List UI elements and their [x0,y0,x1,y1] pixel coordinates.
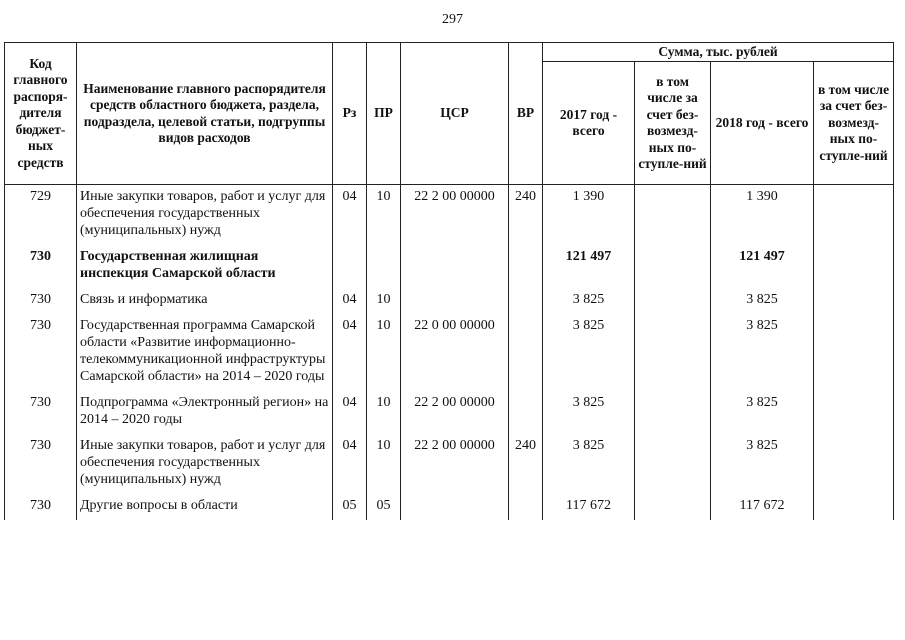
cell-name: Государственная жилищная инспекция Самарской области [77,245,333,288]
cell-2017-free [635,314,711,391]
table-body [5,185,894,521]
table-row [5,245,894,288]
cell-csr [401,494,509,520]
cell-code: 730 [5,288,77,314]
cell-csr: 22 0 00 00000 [401,314,509,391]
cell-vr [509,314,543,391]
cell-pr: 10 [367,185,401,246]
cell-name: Государственная программа Самарской области «Развитие информационно-телекоммуникационной инфраструктуры Самарской области» на 2014 – 2020 годы [77,314,333,391]
cell-pr: 05 [367,494,401,520]
cell-rz: 04 [333,434,367,494]
cell-pr: 10 [367,434,401,494]
cell-csr: 22 2 00 00000 [401,391,509,434]
cell-2017-total: 121 497 [543,245,635,288]
cell-rz: 05 [333,494,367,520]
cell-2017-free [635,245,711,288]
cell-2017-total: 1 390 [543,185,635,246]
cell-vr [509,494,543,520]
header-2017-total: 2017 год - всего [543,62,635,185]
cell-pr: 10 [367,314,401,391]
header-sum-group: Сумма, тыс. рублей [543,43,894,62]
cell-2018-total: 3 825 [711,288,814,314]
cell-2017-free [635,185,711,246]
cell-rz [333,245,367,288]
cell-code: 730 [5,391,77,434]
cell-2017-free [635,288,711,314]
table-row [5,288,894,314]
cell-rz: 04 [333,185,367,246]
cell-name: Подпрограмма «Электронный регион» на 2014 – 2020 годы [77,391,333,434]
cell-vr [509,288,543,314]
cell-pr: 10 [367,288,401,314]
cell-code: 730 [5,494,77,520]
cell-name: Иные закупки товаров, работ и услуг для обеспечения государственных (муниципальных) нужд [77,434,333,494]
header-code: Код главного распоря-дителя бюджет-ных средств [5,43,77,185]
cell-2017-free [635,434,711,494]
table-row [5,494,894,520]
header-2017-free: в том числе за счет без-возмезд-ных по-ступле-ний [635,62,711,185]
cell-rz: 04 [333,314,367,391]
table-header [5,43,894,185]
cell-name: Другие вопросы в области [77,494,333,520]
cell-vr: 240 [509,185,543,246]
cell-2018-total: 117 672 [711,494,814,520]
header-2018-free: в том числе за счет без-возмезд-ных по-ступле-ний [814,62,894,185]
cell-vr [509,245,543,288]
cell-2018-total: 1 390 [711,185,814,246]
cell-vr: 240 [509,434,543,494]
header-pr: ПР [367,43,401,185]
cell-2017-total: 3 825 [543,434,635,494]
table-row [5,391,894,434]
budget-table [4,42,894,520]
header-vr: ВР [509,43,543,185]
cell-code: 729 [5,185,77,246]
cell-2018-total: 121 497 [711,245,814,288]
cell-2018-total: 3 825 [711,434,814,494]
cell-csr [401,288,509,314]
table-row [5,314,894,391]
page-number: 297 [442,12,463,27]
table-row [5,434,894,494]
cell-rz: 04 [333,391,367,434]
cell-csr: 22 2 00 00000 [401,434,509,494]
cell-2018-free [814,391,894,434]
cell-2018-free [814,245,894,288]
cell-2018-free [814,494,894,520]
cell-vr [509,391,543,434]
cell-name: Связь и информатика [77,288,333,314]
cell-2018-free [814,185,894,246]
header-name: Наименование главного распорядителя средств областного бюджета, раздела, подраздела, целевой статьи, подгруппы видов расходов [77,43,333,185]
cell-code: 730 [5,245,77,288]
cell-2017-total: 117 672 [543,494,635,520]
cell-2018-free [814,288,894,314]
cell-2018-free [814,434,894,494]
cell-2018-total: 3 825 [711,391,814,434]
table-row [5,185,894,246]
cell-csr [401,245,509,288]
cell-2017-free [635,494,711,520]
cell-2017-total: 3 825 [543,314,635,391]
cell-code: 730 [5,314,77,391]
cell-2017-total: 3 825 [543,288,635,314]
cell-2018-total: 3 825 [711,314,814,391]
cell-csr: 22 2 00 00000 [401,185,509,246]
cell-name: Иные закупки товаров, работ и услуг для обеспечения государственных (муниципальных) нужд [77,185,333,246]
cell-2017-total: 3 825 [543,391,635,434]
header-csr: ЦСР [401,43,509,185]
cell-2018-free [814,314,894,391]
header-2018-total: 2018 год - всего [711,62,814,185]
header-rz: Рз [333,43,367,185]
cell-rz: 04 [333,288,367,314]
cell-2017-free [635,391,711,434]
cell-pr [367,245,401,288]
cell-pr: 10 [367,391,401,434]
cell-code: 730 [5,434,77,494]
